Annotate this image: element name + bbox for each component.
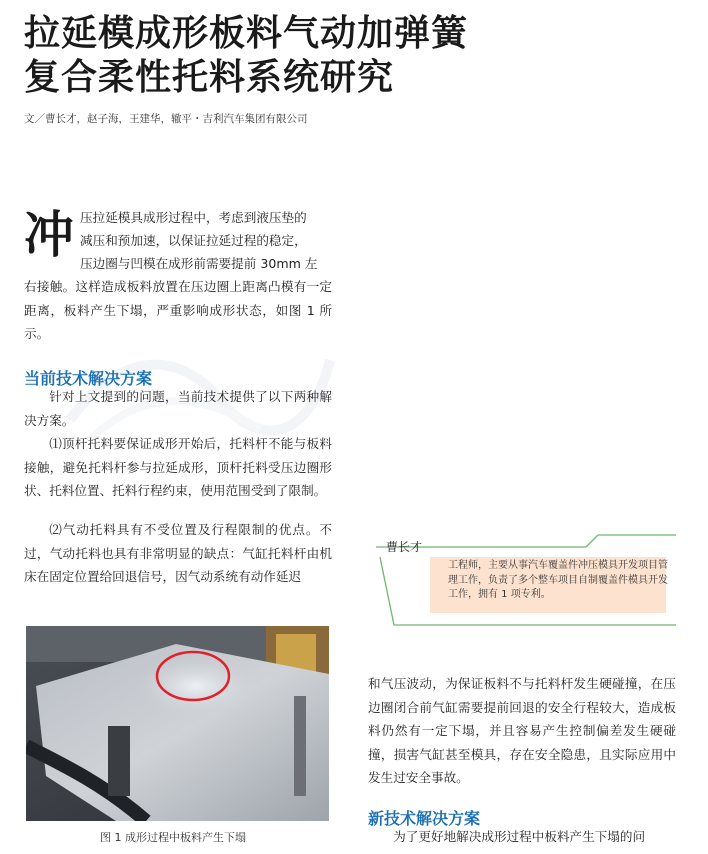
intro-line-1: 压拉延模具成形过程中，考虑到液压垫的	[80, 210, 307, 225]
intro-line-2: 减压和预加速，以保证拉延过程的稳定，	[80, 233, 307, 248]
title-line-1: 拉延模成形板料气动加弹簧	[24, 13, 469, 54]
title-line-2: 复合柔性托料系统研究	[24, 57, 395, 98]
byline: 文／曹长才，赵子海，王建华，辙平・吉利汽车集团有限公司	[24, 113, 308, 125]
section-heading-current-solutions: 当前技术解决方案	[24, 369, 153, 388]
section1-paragraph-4: 和气压波动，为保证板料不与托料杆发生硬碰撞，在压边圈闭合前气缸需要提前回退的安全行程较大，造成板料仍然有一定下塌，并且容易产生控制偏差发生硬碰撞，损害气缸甚至模具，存在安全隐患，且实际应用中发生过安全事故。	[368, 676, 676, 785]
author-name: 曹长才	[386, 540, 423, 554]
drop-cap: 冲	[24, 206, 74, 264]
section-heading-new-solution: 新技术解决方案	[368, 809, 481, 828]
figure-1-caption: 图 1 成形过程中板料产生下塌	[100, 831, 246, 844]
article-title	[24, 12, 468, 100]
intro-line-3: 压边圈与凹模在成形前需要提前 30mm 左	[80, 256, 318, 271]
author-bio: 工程师，主要从事汽车覆盖件冲压模具开发项目管理工作，负责了多个整车项目自制覆盖件模具开发工作，拥有 1 项专利。	[448, 560, 668, 600]
section1-paragraph-2: ⑴顶杆托料要保证成形开始后，托料杆不能与板料接触，避免托料杆参与拉延成形，顶杆托料受压边圈形状、托料位置、托料行程约束，使用范围受到了限制。	[24, 436, 332, 498]
section2-paragraph-1: 为了更好地解决成形过程中板料产生下塌的问	[393, 829, 646, 844]
intro-paragraph-rest: 右接触。这样造成板料放置在压边圈上距离凸模有一定距离，板料产生下塌，严重影响成形状态，如图 1 所示。	[24, 279, 332, 341]
section1-paragraph-3: ⑵气动托料具有不受位置及行程限制的优点。不过，气动托料也具有非常明显的缺点：气缸托料杆由机床在固定位置给回退信号，因气动系统有动作延迟	[24, 522, 332, 584]
section1-paragraph-1: 针对上文提到的问题，当前技术提供了以下两种解决方案。	[24, 389, 332, 428]
figure-1-photo	[26, 626, 329, 821]
